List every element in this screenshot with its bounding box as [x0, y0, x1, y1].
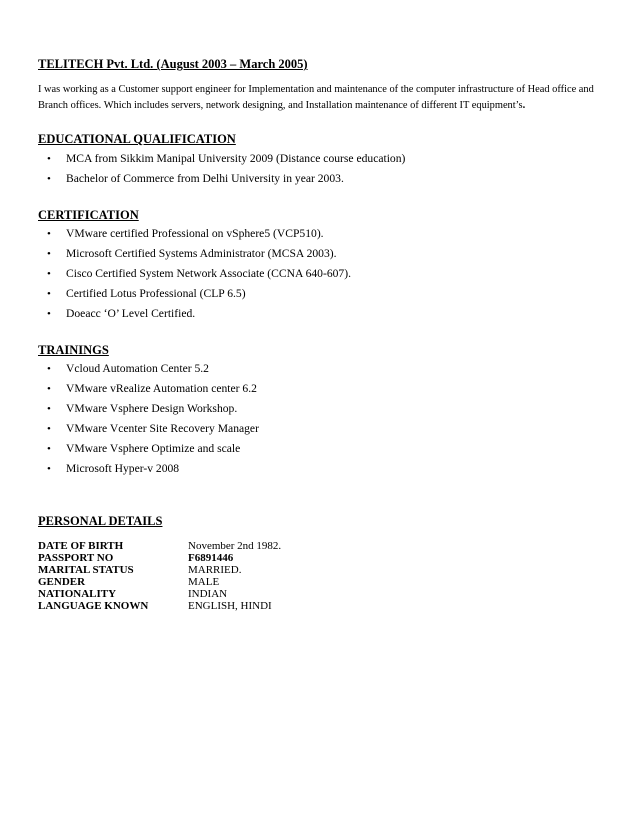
detail-row: [38, 552, 281, 564]
detail-value: MARRIED.: [188, 564, 242, 576]
certification-item-text: Doeacc ‘O’ Level Certified.: [66, 307, 196, 320]
detail-label: NATIONALITY: [38, 588, 117, 600]
bullet-icon: •: [47, 248, 51, 260]
detail-value: November 2nd 1982.: [188, 540, 282, 552]
detail-label: GENDER: [38, 576, 86, 588]
employment-description-text: I was working as a Customer support engineer for Implementation and maintenance of the computer infrastructure of Head office and Branch offices. Which includes servers, network designing, and Installation maintenance of different IT equipment’s: [38, 84, 594, 111]
certification-item-text: VMware certified Professional on vSphere5 (VCP510).: [66, 227, 324, 240]
detail-label: LANGUAGE KNOWN: [38, 600, 149, 612]
bullet-icon: •: [47, 383, 51, 395]
trainings-heading: TRAININGS: [38, 343, 109, 357]
list-item: [38, 439, 259, 459]
list-item: [38, 149, 405, 169]
certification-item-text: Cisco Certified System Network Associate (CCNA 640-607).: [66, 267, 351, 280]
list-item: [38, 244, 351, 264]
bullet-icon: •: [47, 228, 51, 240]
bullet-icon: •: [47, 288, 51, 300]
bullet-icon: •: [47, 308, 51, 320]
detail-row: [38, 540, 281, 552]
certification-item-text: Certified Lotus Professional (CLP 6.5): [66, 287, 246, 300]
training-item-text: VMware Vcenter Site Recovery Manager: [66, 422, 259, 435]
employment-description-end: .: [522, 100, 526, 111]
list-item: [38, 419, 259, 439]
certification-list: [38, 224, 351, 324]
bullet-icon: •: [47, 173, 51, 185]
bullet-icon: •: [47, 443, 51, 455]
bullet-icon: •: [47, 403, 51, 415]
education-list: [38, 149, 405, 189]
employment-heading: TELITECH Pvt. Ltd. (August 2003 – March 2005): [38, 57, 308, 71]
list-item: [38, 224, 351, 244]
detail-label: MARITAL STATUS: [38, 564, 134, 576]
training-item-text: VMware Vsphere Design Workshop.: [66, 402, 238, 415]
training-item-text: Microsoft Hyper-v 2008: [66, 462, 180, 475]
list-item: [38, 459, 259, 479]
detail-row: [38, 588, 281, 600]
personal-details-table: [38, 540, 281, 612]
detail-value: MALE: [188, 576, 220, 588]
training-item-text: VMware Vsphere Optimize and scale: [66, 442, 241, 455]
detail-row: [38, 600, 281, 612]
personal-details-heading: PERSONAL DETAILS: [38, 514, 163, 528]
employment-description: [38, 82, 604, 114]
list-item: [38, 379, 259, 399]
education-item-text: MCA from Sikkim Manipal University 2009 (Distance course education): [66, 152, 406, 165]
list-item: [38, 399, 259, 419]
detail-value: F6891446: [188, 552, 234, 564]
detail-row: [38, 576, 281, 588]
detail-label: PASSPORT NO: [38, 552, 114, 564]
bullet-icon: •: [47, 363, 51, 375]
list-item: [38, 359, 259, 379]
certification-item-text: Microsoft Certified Systems Administrator (MCSA 2003).: [66, 247, 337, 260]
list-item: [38, 264, 351, 284]
education-item-text: Bachelor of Commerce from Delhi University in year 2003.: [66, 172, 344, 185]
bullet-icon: •: [47, 423, 51, 435]
list-item: [38, 169, 405, 189]
list-item: [38, 284, 351, 304]
training-item-text: VMware vRealize Automation center 6.2: [66, 382, 257, 395]
training-item-text: Vcloud Automation Center 5.2: [66, 362, 209, 375]
detail-label: DATE OF BIRTH: [38, 540, 124, 552]
trainings-list: [38, 359, 259, 479]
bullet-icon: •: [47, 268, 51, 280]
bullet-icon: •: [47, 463, 51, 475]
detail-value: INDIAN: [188, 588, 228, 600]
list-item: [38, 304, 351, 324]
detail-value: ENGLISH, HINDI: [188, 600, 272, 612]
detail-row: [38, 564, 281, 576]
certification-heading: CERTIFICATION: [38, 208, 139, 222]
education-heading: EDUCATIONAL QUALIFICATION: [38, 132, 236, 146]
bullet-icon: •: [47, 153, 51, 165]
